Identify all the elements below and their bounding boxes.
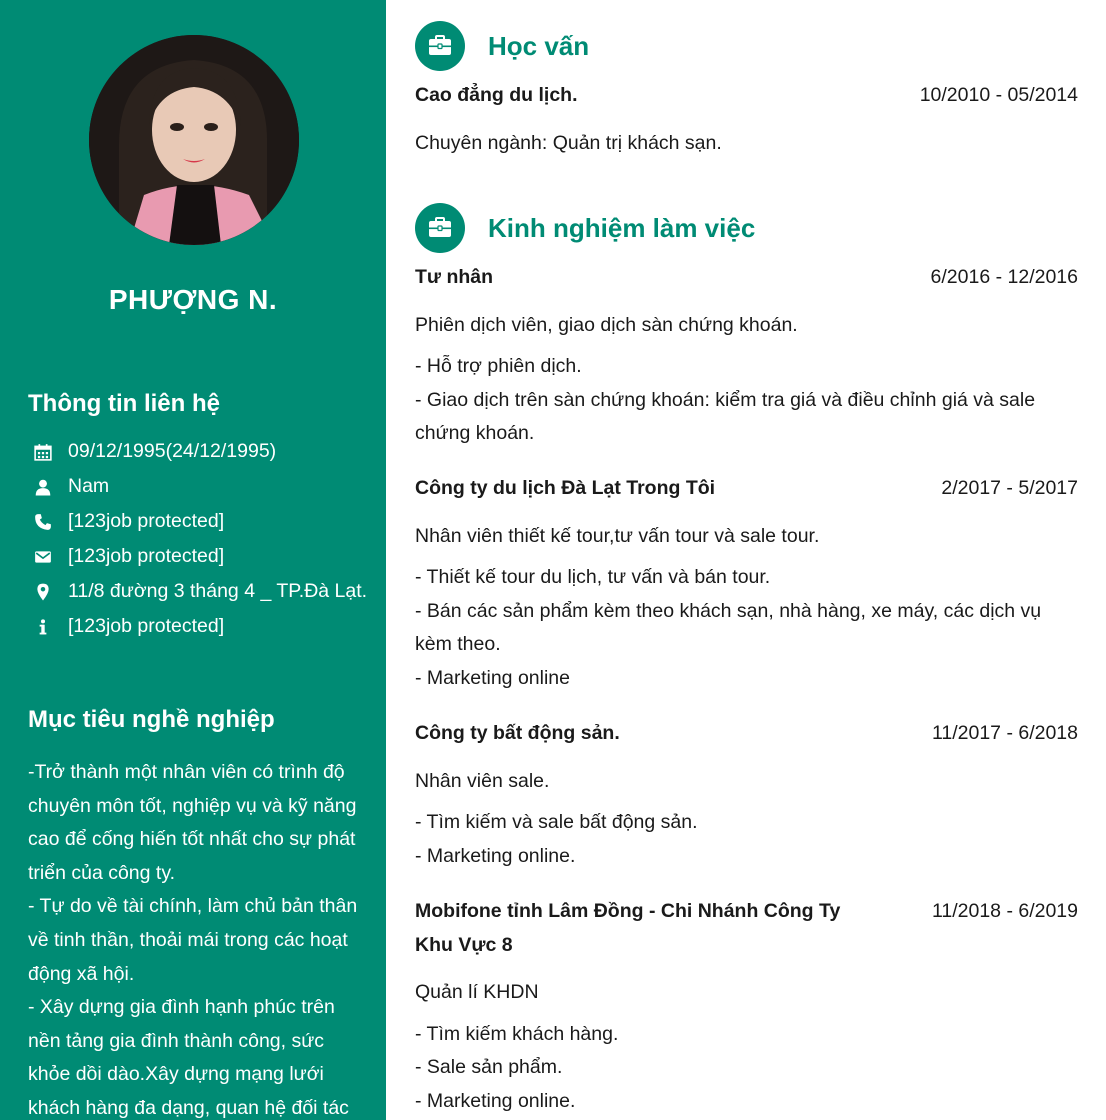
experience-entry: [415, 717, 1078, 873]
entry-detail: - Giao dịch trên sàn chứng khoán: kiểm tra giá và điều chỉnh giá và sale chứng khoán.: [415, 388, 1036, 445]
email-text: [123job protected]: [68, 545, 225, 567]
phone-icon: [28, 507, 68, 536]
map-marker-icon: [28, 577, 68, 606]
entry-date: 6/2016 - 12/2016: [930, 266, 1078, 288]
entry-date: 11/2017 - 6/2018: [931, 722, 1078, 744]
briefcase-icon: [415, 21, 465, 71]
entry-detail: - Bán các sản phẩm kèm theo khách sạn, nhà hàng, xe máy, các dịch vụ kèm theo.: [415, 599, 1042, 656]
entry-role: Phiên dịch viên, giao dịch sàn chứng khoán.: [415, 313, 798, 336]
entry-title: Mobifone tỉnh Lâm Đồng - Chi Nhánh Công Ty Khu Vực 8: [415, 900, 841, 956]
experience-section-header: [415, 203, 755, 253]
entry-role: Nhân viên sale.: [415, 769, 550, 792]
objective-text: [28, 756, 368, 1120]
entry-details: [415, 350, 1078, 451]
entry-title: Cao đẳng du lịch.: [415, 84, 578, 106]
avatar: [89, 35, 299, 245]
objective-line: - Xây dựng gia đình hạnh phúc trên nền tảng gia đình thành công, sức khỏe dồi dào.Xây dựng mạng lưới khách hàng đa dạng, quan hệ đối tác: [28, 996, 349, 1119]
entry-date: 11/2018 - 6/2019: [931, 900, 1078, 922]
entry-detail: - Marketing online.: [415, 1089, 576, 1112]
birthdate-text: 09/12/1995(24/12/1995): [68, 440, 277, 462]
contact-address: [28, 577, 368, 606]
candidate-name: PHƯỢNG N.: [108, 284, 278, 315]
education-entry: [415, 79, 1078, 160]
entry-detail: - Marketing online: [415, 666, 570, 689]
contact-email: [28, 542, 368, 571]
education-section-header: [415, 21, 589, 71]
portrait-photo: [89, 35, 299, 245]
contact-info: [28, 612, 368, 641]
entry-date: 2/2017 - 5/2017: [941, 477, 1078, 499]
contact-phone: [28, 507, 368, 536]
entry-details: [415, 1018, 1078, 1119]
contact-birthdate: [28, 437, 368, 466]
objective-line: - Tự do về tài chính, làm chủ bản thân về tinh thần, thoải mái trong các hoạt động xã hội.: [28, 895, 358, 985]
entry-detail: - Marketing online.: [415, 844, 576, 867]
briefcase-icon: [415, 203, 465, 253]
entry-role: Nhân viên thiết kế tour,tư vấn tour và sale tour.: [415, 524, 820, 547]
user-icon: [28, 472, 68, 501]
phone-text: [123job protected]: [68, 510, 225, 532]
education-heading: Học vấn: [488, 30, 590, 61]
info-icon: [28, 612, 68, 641]
objective-line: -Trở thành một nhân viên có trình độ chuyên môn tốt, nghiệp vụ và kỹ năng cao để cống hiến tốt nhất cho sự phát triển của công ty.: [28, 761, 357, 884]
objective-heading: Mục tiêu nghề nghiệp: [28, 706, 275, 733]
experience-heading: Kinh nghiệm làm việc: [488, 212, 756, 243]
entry-detail: - Thiết kế tour du lịch, tư vấn và bán tour.: [415, 566, 771, 589]
calendar-icon: [28, 437, 68, 466]
entry-detail: - Tìm kiếm và sale bất động sản.: [415, 811, 698, 834]
entry-title: Công ty bất động sản.: [415, 722, 620, 744]
entry-title: Công ty du lịch Đà Lạt Trong Tôi: [415, 477, 716, 499]
entry-detail: - Sale sản phẩm.: [415, 1056, 563, 1079]
gender-text: Nam: [68, 475, 110, 497]
experience-entry: [415, 261, 1078, 451]
contact-list: [28, 437, 368, 647]
entry-details: [415, 561, 1078, 695]
entry-role: Chuyên ngành: Quản trị khách sạn.: [415, 131, 722, 154]
entry-detail: - Tìm kiếm khách hàng.: [415, 1022, 619, 1045]
experience-entry: [415, 472, 1078, 696]
experience-entry: [415, 895, 1078, 1119]
entry-detail: - Hỗ trợ phiên dịch.: [415, 355, 582, 378]
address-text: 11/8 đường 3 tháng 4 _ TP.Đà Lạt.: [68, 580, 368, 602]
sidebar: [0, 0, 386, 1120]
envelope-icon: [28, 542, 68, 571]
info-text: [123job protected]: [68, 615, 225, 637]
entry-role: Quản lí KHDN: [415, 981, 539, 1004]
contact-gender: [28, 472, 368, 501]
entry-details: [415, 806, 1078, 873]
entry-date: 10/2010 - 05/2014: [919, 84, 1078, 106]
contact-heading: Thông tin liên hệ: [28, 390, 220, 417]
entry-title: Tư nhân: [415, 266, 494, 288]
